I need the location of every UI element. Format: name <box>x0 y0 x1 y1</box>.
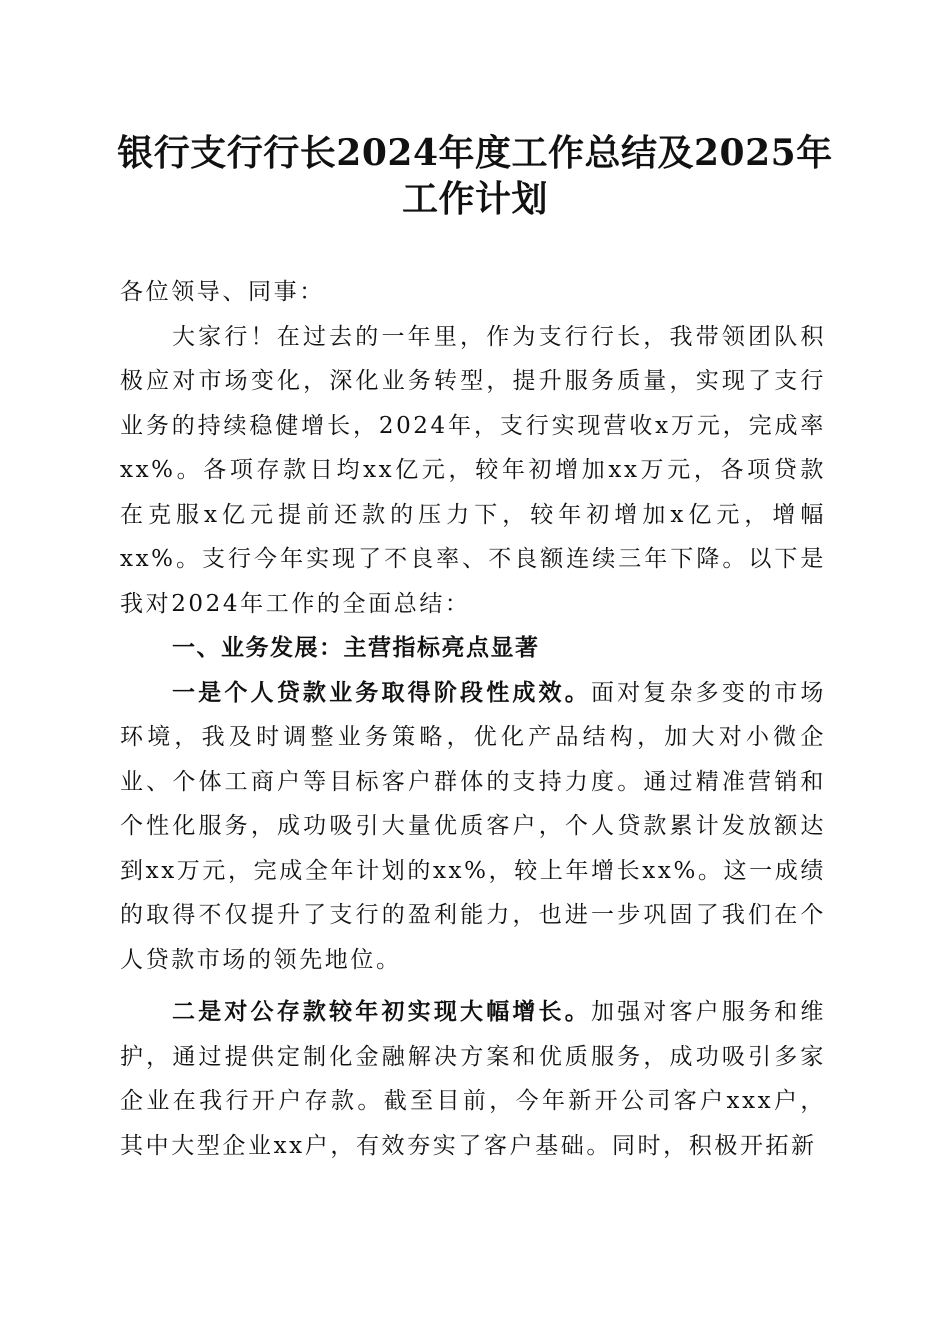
item-1-lead: 一是个人贷款业务取得阶段性成效。 <box>172 678 591 706</box>
item-2-lead: 二是对公存款较年初实现大幅增长。 <box>172 998 591 1025</box>
item-2-text: 加强对客户服务和维护，通过提供定制化金融解决方案和优质服务，成功吸引多家企业在我行开户存款。截至目前，今年新开公司客户xxx户，其中大型企业xx户，有效夯实了客户基础。同时，积极开拓新 <box>120 999 826 1159</box>
item-1-text: 面对复杂多变的市场环境，我及时调整业务策略，优化产品结构，加大对小微企业、个体工商户等目标客户群体的支持力度。通过精准营销和个性化服务，成功吸引大量优质客户，个人贷款累计发放额达到xx万元，完成全年计划的xx%，较上年增长xx%。这一成绩的取得不仅提升了支行的盈利能力，也进一步巩固了我们在个人贷款市场的领先地位。 <box>120 679 826 973</box>
intro-paragraph: 大家行！在过去的一年里，作为支行行长，我带领团队积极应对市场变化，深化业务转型，提升服务质量，实现了支行业务的持续稳健增长，2024年，支行实现营收x万元，完成率xx%。各项存款日均xx亿元，较年初增加xx万元，各项贷款在克服x亿元提前还款的压力下，较年初增加x亿元，增幅xx%。支行今年实现了不良率、不良额连续三年下降。以下是我对2024年工作的全面总结： <box>120 323 826 617</box>
salutation: 各位领导、同事： <box>120 279 325 305</box>
paragraph-item-2 <box>120 990 826 1168</box>
paragraph-item-1 <box>120 671 826 983</box>
document-body <box>120 270 826 1168</box>
document-title: 银行支行行长2024年度工作总结及2025年工作计划 <box>117 132 833 220</box>
section-heading: 一、业务发展：主营指标亮点显著 <box>172 635 540 661</box>
